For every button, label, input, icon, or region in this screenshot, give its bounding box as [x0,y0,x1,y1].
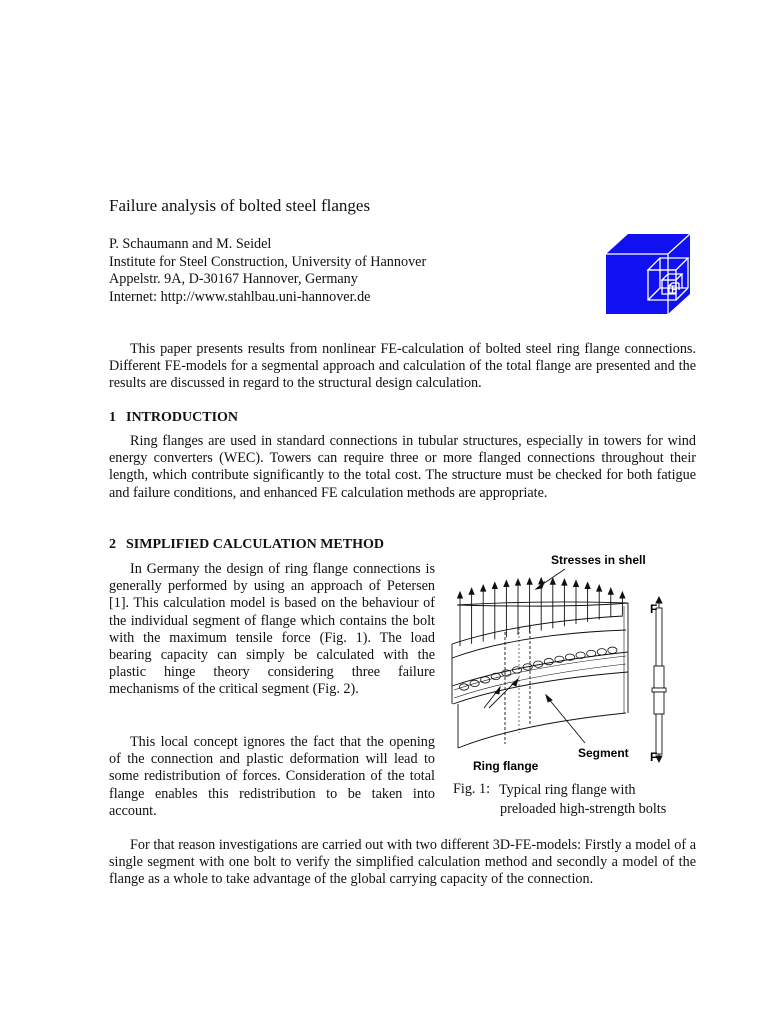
figure-label-force-top: F [650,602,658,616]
segment-side-view [652,597,666,762]
figure-caption-number: Fig. 1: [453,781,491,797]
section-heading-simplified-method [109,537,384,553]
figure-caption-line-2: preloaded high-strength bolts [500,801,667,817]
stress-arrow-head [585,583,590,589]
stress-arrow-head [469,588,474,594]
figure-label-ring-flange: Ring flange [473,759,539,773]
stress-arrow-head [562,579,567,585]
method-paragraph-3: For that reason investigations are carried out with two different 3D-FE-models: Firstly a model of a single segment with one bolt to verify the simplified calculation method and secondly a model of the flange as a whole to take advantage of the global carrying capacity of the connection. [109,837,696,888]
stress-arrow-head [608,588,613,594]
figure-label-force-bottom: F [650,750,658,764]
section-title: SIMPLIFIED CALCULATION METHOD [126,537,384,552]
section-number: 2 [109,537,116,552]
stress-arrow-head [504,581,509,587]
method-paragraph-2: This local concept ignores the fact that the opening of the connection and plastic deformation will lead to some redistribution of forces. Consideration of the total flange enables this redistribution to be taken into account. [109,734,435,819]
figure-drawing [452,569,666,762]
affiliation: Institute for Steel Construction, University of Hannover [109,253,427,270]
stress-arrow-head [597,585,602,591]
authors: P. Schaumann and M. Seidel [109,236,272,252]
abstract: This paper presents results from nonlinear FE-calculation of bolted steel ring flange connections. Different FE-models for a segmental approach and calculation of the total flange are presented and the results are discussed in regard to the structural design calculation. [109,341,696,392]
paper-title: Failure analysis of bolted steel flanges [109,196,371,215]
author-block [109,236,426,306]
method-paragraph-1: In Germany the design of ring flange connections is generally performed by using an approach of Petersen [1]. This calculation model is based on the behaviour of the individual segment of flange which contains the bolt with the maximum tensile force (Fig. 1). The load bearing capacity can simply be calculated with the plastic hinge theory considering three failure mechanisms of the critical segment (Fig. 2). [109,561,435,698]
stress-arrow-head [492,583,497,589]
stress-arrow-head [620,592,625,598]
figure-caption-line-1: Typical ring flange with [499,782,636,798]
bolt [608,647,617,653]
figure-label-stresses: Stresses in shell [551,553,646,567]
address: Appelstr. 9A, D-30167 Hannover, Germany [109,271,358,288]
section-heading-introduction [109,410,238,426]
cube-logo-icon [606,234,690,314]
section-title: INTRODUCTION [126,410,239,425]
stress-arrow-head [458,592,463,598]
shell-outline [452,602,628,748]
stress-arrow-head [516,579,521,585]
internet-url: Internet: http://www.stahlbau.uni-hannover.de [109,288,371,305]
stress-arrow-head [574,581,579,587]
stress-arrow-head [550,578,555,584]
section-number: 1 [109,410,116,425]
figure-caption [499,781,666,819]
stress-arrow-head [481,585,486,591]
bolt [597,649,606,655]
introduction-paragraph: Ring flanges are used in standard connections in tubular structures, especially in towers for wind energy converters (WEC). Towers can require three or more flanged connections throughout their length, which contribute significantly to the total cost. The structure must be checked for both fatigue and failure conditions, and enhanced FE calculation methods are appropriate. [109,433,696,501]
stress-arrow-head [527,578,532,584]
figure-label-segment: Segment [578,746,629,760]
figure-1-ring-flange [448,548,698,776]
